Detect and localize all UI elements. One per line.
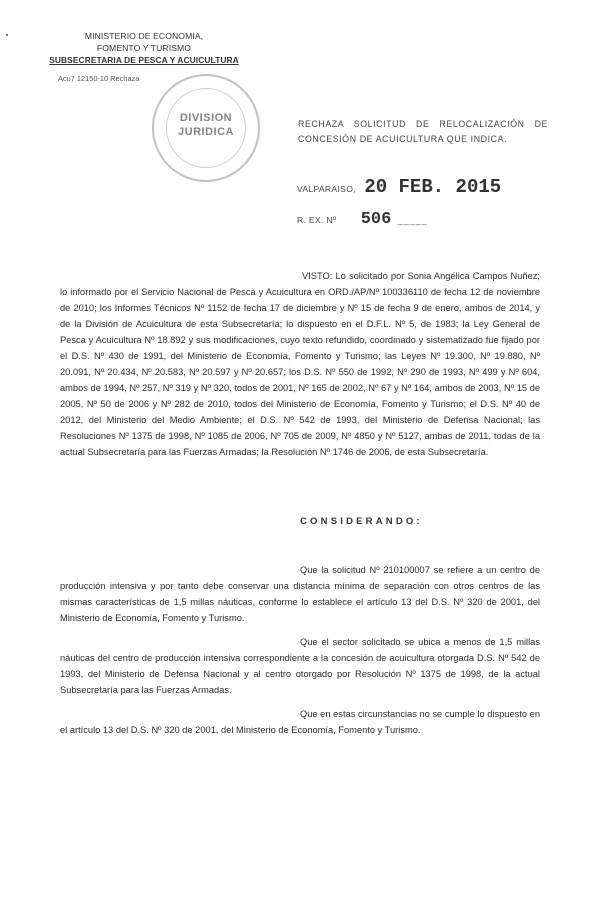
stamp-text-division: DIVISION	[179, 112, 233, 124]
place-date-line	[297, 176, 501, 198]
rex-number: 506	[360, 210, 392, 229]
resolution-number-line	[297, 210, 428, 229]
stamp-text-juridica: JURIDICA	[178, 126, 234, 138]
visto-paragraph: VISTO: Lo solicitado por Sonia Angélica Campos Nuñez; lo informado por el Servicio Nacional de Pesca y Acuicultura en ORD./AP/Nº 100336110 de fecha 12 de noviembre de 2010; los Informes Técnicos Nº 1152 de fecha 17 de diciembre y Nº 15 de fecha 9 de enero, ambos de 2014, y de la División de Acuicultura de esta Subsecretaría; lo dispuesto en el D.F.L. Nº 5, de 1983; la Ley General de Pesca y Acuicultura Nº 18.892 y sus modificaciones, cuyo texto refundido, coordinado y sistematizado fue fijado por el D.S. Nº 430 de 1991, del Ministerio de Economía, Fomento y Turismo; las Leyes Nº 19.300, Nº 19.880, Nº 20.091, Nº 20.434, Nº 20.583, Nº 20.597 y Nº 20.657; los D.S. Nº 550 de 1992, Nº 290 de 1993, Nº 499 y Nº 604, ambos de 1994, Nº 257, Nº 319 y Nº 320, todos de 2001, Nº 165 de 2002, Nº 67 y Nº 164, ambos de 2003, Nº 15 de 2005, Nº 50 de 2006 y Nº 282 de 2010, todos del Ministerio de Economía, Fomento y Turismo; el D.S. Nº 40 de 2012, del Ministerio del Medio Ambiente; el D.S. Nº 542 de 1993, del Ministerio de Defensa Nacional; las Resoluciones Nº 1375 de 1998, Nº 1085 de 2006, Nº 705 de 2009, Nº 4850 y Nº 5127, ambas de 2011, todas de la actual Subsecretaría para las Fuerzas Armadas; la Resolución Nº 1746 de 2006, de esta Subsecretaría.	[60, 271, 540, 457]
considerando-paragraph-2: Que el sector solicitado se ubica a menos de 1,5 millas náuticas del centro de producción intensiva correspondiente a la concesión de acuicultura otorgada D.S. Nº 542 de 1993, del Ministerio de Defensa Nacional y al centro otorgado por Resolución Nº 1375 de 1998, de la actual Subsecretaría para las Fuerzas Armadas.	[60, 637, 540, 695]
city-label: VALPARAISO,	[297, 184, 356, 194]
ministry-line-2: FOMENTO Y TURISMO	[96, 43, 192, 53]
resolution-title: RECHAZA SOLICITUD DE RELOCALIZACIÓN DE CONCESIÓN DE ACUICULTURA QUE INDICA.	[298, 119, 548, 144]
division-juridica-stamp	[152, 74, 260, 182]
letterhead	[44, 30, 244, 66]
scan-mark	[6, 34, 8, 36]
rex-label: R. EX. Nº	[297, 215, 337, 225]
subsecretaria-line: SUBSECRETARIA DE PESCA Y ACUICULTURA	[49, 55, 239, 65]
considerando-heading: CONSIDERANDO:	[300, 516, 423, 527]
rex-underline: _____	[397, 215, 428, 225]
considerando-paragraph-1: Que la solicitud Nº 210100007 se refiere a un centro de producción intensiva y por tanto debe conservar una distancia mínima de separación con otros centros de las mismas características de 1,5 millas náuticas, conforme lo establece el artículo 13 del D.S. Nº 320 de 2001, del Ministerio de Economía, Fomento y Turismo.	[60, 565, 540, 623]
reference-code: Acu7 12150-10 Rechaza	[58, 74, 140, 83]
ministry-line-1: MINISTERIO DE ECONOMIA,	[84, 31, 204, 41]
stamped-date: 20 FEB. 2015	[364, 176, 502, 198]
considerando-paragraph-3: Que en estas circunstancias no se cumple lo dispuesto en el artículo 13 del D.S. Nº 320 de 2001, del Ministerio de Economía, Fomento y Turismo.	[60, 709, 540, 735]
